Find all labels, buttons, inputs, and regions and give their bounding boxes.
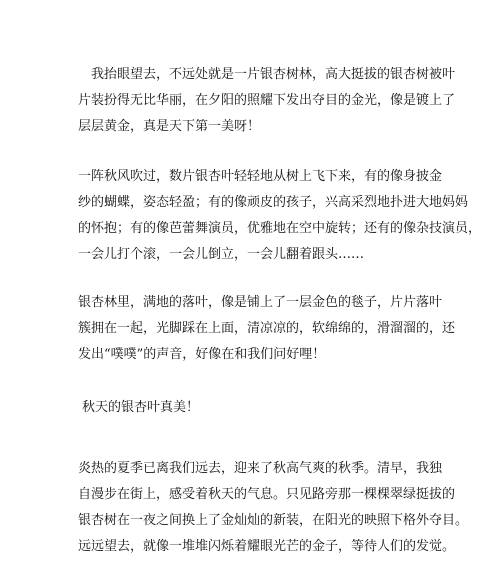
paragraph-2 [78, 164, 482, 268]
paragraph-line: 银杏树在一夜之间换上了金灿灿的新装，在阳光的映照下格外夺目。 [78, 513, 469, 528]
paragraph-line: 层层黄金，真是天下第一美呀！ [78, 119, 261, 134]
paragraph-line: 片装扮得无比华丽，在夕阳的照耀下发出夺目的金光，像是镀上了 [78, 93, 456, 108]
paragraph-line: 远远望去，就像一堆堆闪烁着耀眼光芒的金子，等待人们的发觉。 [78, 539, 456, 554]
paragraph-line: 一会儿打个滚，一会儿倒立，一会儿翻着跟头…… [78, 247, 365, 262]
paragraph-line: 纱的蝴蝶，姿态轻盈；有的像顽皮的孩子，兴高采烈地扑进大地妈妈 [78, 195, 469, 210]
paragraph-line: 银杏林里，满地的落叶，像是铺上了一层金色的毯子，片片落叶 [78, 295, 443, 310]
paragraph-4 [82, 395, 199, 421]
paragraph-line: 的怀抱；有的像芭蕾舞演员，优雅地在空中旋转；还有的像杂技演员， [78, 221, 482, 236]
paragraph-line: 我抬眼望去，不远处就是一片银杏树林，高大挺拔的银杏树被叶 [78, 67, 456, 82]
paragraph-line: 簇拥在一起，光脚踩在上面，清凉凉的，软绵绵的，滑溜溜的，还 [78, 321, 456, 336]
paragraph-line: 炎热的夏季已离我们远去，迎来了秋高气爽的秋季。清早，我独 [78, 461, 443, 476]
paragraph-5 [78, 456, 469, 560]
paragraph-line: 一阵秋风吹过，数片银杏叶轻轻地从树上飞下来，有的像身披金 [78, 169, 443, 184]
paragraph-3 [78, 290, 456, 368]
paragraph-1 [78, 62, 456, 140]
paragraph-line: 自漫步在街上，感受着秋天的气息。只见路旁那一棵棵翠绿挺拔的 [78, 487, 456, 502]
paragraph-line: 秋天的银杏叶真美！ [82, 400, 200, 415]
paragraph-line: 发出“噗噗”的声音，好像在和我们问好哩！ [78, 347, 326, 362]
